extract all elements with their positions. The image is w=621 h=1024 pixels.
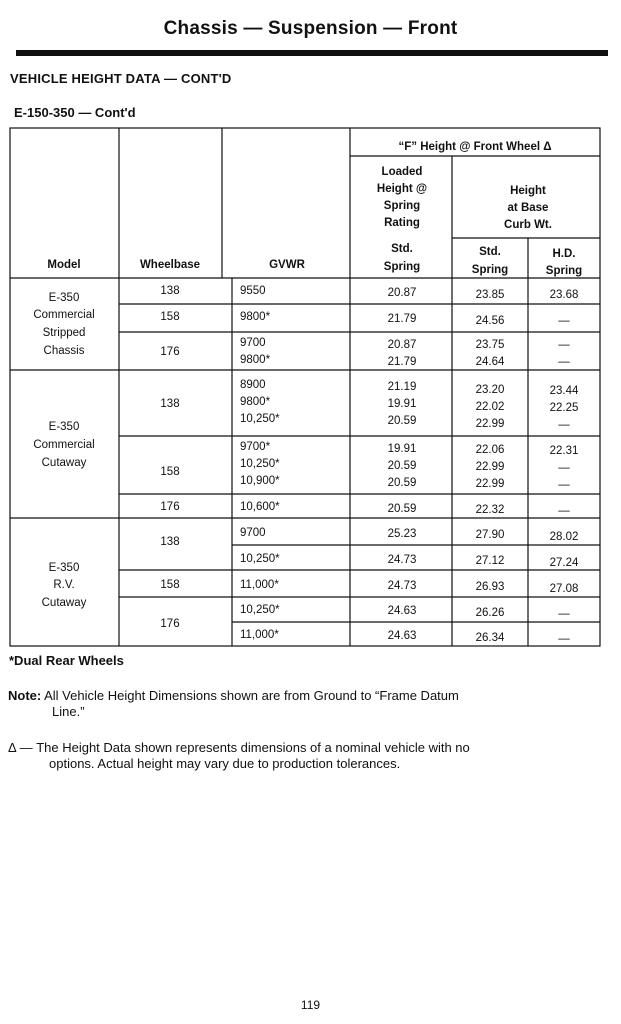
gvwr-cell: 9800* bbox=[240, 311, 271, 323]
gvwr-cell: 10,250* bbox=[240, 458, 280, 470]
loaded-std-cell: 25.23 bbox=[387, 528, 417, 540]
note-text-line1: All Vehicle Height Dimensions shown are from Ground to “Frame Datum bbox=[44, 688, 459, 703]
wheelbase-values bbox=[160, 285, 179, 630]
wheelbase-cell: 176 bbox=[160, 346, 180, 358]
model-label-line: Stripped bbox=[42, 327, 86, 339]
base-std-cell: 22.99 bbox=[475, 418, 505, 430]
header-std-spring-base: Std. bbox=[479, 246, 501, 258]
gvwr-cell: 9700 bbox=[240, 337, 266, 349]
base-std-cell: 24.64 bbox=[475, 356, 505, 368]
note-label: Note: bbox=[8, 688, 42, 703]
base-hd-cell: — bbox=[558, 462, 570, 474]
base-std-cell: 24.56 bbox=[475, 315, 505, 327]
loaded-std-cell: 20.87 bbox=[387, 339, 417, 351]
model-label-line: Chassis bbox=[43, 345, 85, 357]
base-std-cell: 23.85 bbox=[475, 289, 505, 301]
section-heading: VEHICLE HEIGHT DATA — CONT'D bbox=[10, 71, 232, 86]
header-base-curb-line: Curb Wt. bbox=[504, 219, 552, 231]
header-std-spring-base: Spring bbox=[471, 264, 509, 276]
base-hd-cell: — bbox=[558, 479, 570, 491]
base-hd-cell: 27.08 bbox=[549, 583, 579, 595]
model-label-line: R.V. bbox=[53, 579, 75, 591]
base-hd-cell: 22.25 bbox=[549, 402, 579, 414]
base-hd-cell: 27.24 bbox=[549, 557, 579, 569]
page-title: Chassis — Suspension — Front bbox=[163, 18, 458, 39]
table-row bbox=[240, 311, 570, 327]
gvwr-cell: 10,250* bbox=[240, 553, 280, 565]
wheelbase-cell: 138 bbox=[160, 285, 180, 297]
base-hd-cell: — bbox=[558, 608, 570, 620]
header-std-spring-loaded: Std. bbox=[391, 243, 413, 255]
base-hd-cell: — bbox=[558, 339, 570, 351]
loaded-std-cell: 20.59 bbox=[387, 477, 417, 489]
footnote-dual-rear-wheels: *Dual Rear Wheels bbox=[9, 653, 124, 668]
model-label-line: E-350 bbox=[48, 562, 80, 574]
loaded-std-cell: 19.91 bbox=[387, 398, 417, 410]
header-base-curb-line: at Base bbox=[507, 202, 549, 214]
loaded-std-cell: 24.73 bbox=[387, 554, 417, 566]
header-loaded-line: Height @ bbox=[376, 183, 428, 195]
header-loaded-line: Rating bbox=[384, 217, 420, 229]
delta-note-block bbox=[8, 740, 608, 772]
wheelbase-cell: 158 bbox=[160, 466, 180, 478]
base-std-cell: 27.12 bbox=[475, 555, 505, 567]
gvwr-cell: 8900 bbox=[240, 379, 266, 391]
base-hd-cell: — bbox=[558, 315, 570, 327]
page-number: 119 bbox=[300, 998, 321, 1012]
base-std-cell: 27.90 bbox=[475, 529, 505, 541]
wheelbase-cell: 138 bbox=[160, 398, 180, 410]
base-hd-cell: 22.31 bbox=[549, 445, 579, 457]
gvwr-cell: 10,600* bbox=[240, 501, 280, 513]
gvwr-cell: 10,900* bbox=[240, 475, 280, 487]
wheelbase-cell: 176 bbox=[160, 618, 180, 630]
base-hd-cell: — bbox=[558, 356, 570, 368]
loaded-std-cell: 21.79 bbox=[387, 356, 417, 368]
gvwr-cell: 9700* bbox=[240, 441, 271, 453]
wheelbase-cell: 158 bbox=[160, 311, 180, 323]
loaded-std-cell: 20.59 bbox=[387, 415, 417, 427]
base-hd-cell: 23.68 bbox=[549, 289, 579, 301]
base-std-cell: 22.99 bbox=[475, 478, 505, 490]
loaded-std-cell: 19.91 bbox=[387, 443, 417, 455]
loaded-std-cell: 21.19 bbox=[387, 381, 417, 393]
model-label-line: Commercial bbox=[33, 309, 95, 321]
base-std-cell: 22.02 bbox=[475, 401, 505, 413]
header-base-curb-line: Height bbox=[510, 185, 546, 197]
base-std-cell: 22.99 bbox=[475, 461, 505, 473]
gvwr-cell: 11,000* bbox=[240, 579, 279, 591]
note-block bbox=[8, 688, 598, 720]
model-label-line: Cutaway bbox=[41, 457, 87, 469]
note-text-line2: Line.” bbox=[52, 704, 85, 719]
model-label-line: E-350 bbox=[48, 421, 80, 433]
loaded-std-cell: 20.87 bbox=[387, 287, 417, 299]
wheelbase-cell: 176 bbox=[160, 501, 180, 513]
base-hd-cell: — bbox=[558, 419, 570, 431]
header-model: Model bbox=[47, 259, 81, 271]
loaded-std-cell: 20.59 bbox=[387, 503, 417, 515]
base-hd-cell: — bbox=[558, 505, 570, 517]
delta-note-line2: options. Actual height may vary due to production tolerances. bbox=[49, 756, 401, 771]
header-hd-spring: H.D. bbox=[552, 248, 576, 260]
base-std-cell: 23.20 bbox=[475, 384, 505, 396]
gvwr-cell: 9550 bbox=[240, 285, 266, 297]
base-std-cell: 22.06 bbox=[475, 444, 505, 456]
gvwr-cell: 11,000* bbox=[240, 629, 279, 641]
header-f-height: “F” Height @ Front Wheel Δ bbox=[398, 141, 552, 153]
gvwr-cell: 9700 bbox=[240, 527, 266, 539]
loaded-std-cell: 24.73 bbox=[387, 580, 417, 592]
table-row bbox=[240, 337, 570, 368]
loaded-std-cell: 24.63 bbox=[387, 630, 417, 642]
table-row bbox=[240, 604, 570, 620]
header-hd-spring: Spring bbox=[545, 265, 583, 277]
base-std-cell: 23.75 bbox=[475, 339, 505, 351]
model-label-line: Cutaway bbox=[41, 597, 87, 609]
wheelbase-cell: 158 bbox=[160, 579, 180, 591]
base-std-cell: 26.34 bbox=[475, 632, 505, 644]
base-std-cell: 26.93 bbox=[475, 581, 505, 593]
table-row bbox=[240, 629, 570, 645]
header-std-spring-loaded: Spring bbox=[383, 261, 421, 273]
header-gvwr: GVWR bbox=[269, 259, 305, 271]
loaded-std-cell: 24.63 bbox=[387, 605, 417, 617]
loaded-std-cell: 21.79 bbox=[387, 313, 417, 325]
gvwr-cell: 10,250* bbox=[240, 413, 280, 425]
model-label-line: E-350 bbox=[48, 292, 80, 304]
loaded-std-cell: 20.59 bbox=[387, 460, 417, 472]
base-hd-cell: 28.02 bbox=[549, 531, 579, 543]
gvwr-cell: 9800* bbox=[240, 354, 271, 366]
gvwr-cell: 10,250* bbox=[240, 604, 280, 616]
gvwr-cell: 9800* bbox=[240, 396, 271, 408]
sub-heading: E-150-350 — Cont'd bbox=[14, 105, 136, 120]
base-hd-cell: 23.44 bbox=[549, 385, 579, 397]
wheelbase-cell: 138 bbox=[160, 536, 180, 548]
header-loaded-line: Loaded bbox=[381, 166, 423, 178]
table-row bbox=[240, 501, 570, 517]
base-hd-cell: — bbox=[558, 633, 570, 645]
base-std-cell: 22.32 bbox=[475, 504, 505, 516]
delta-note-line1: Δ — The Height Data shown represents dimensions of a nominal vehicle with no bbox=[8, 740, 470, 755]
header-wheelbase: Wheelbase bbox=[139, 259, 201, 271]
model-label-line: Commercial bbox=[33, 439, 95, 451]
base-std-cell: 26.26 bbox=[475, 607, 505, 619]
model-labels bbox=[33, 292, 94, 609]
header-loaded-line: Spring bbox=[383, 200, 421, 212]
